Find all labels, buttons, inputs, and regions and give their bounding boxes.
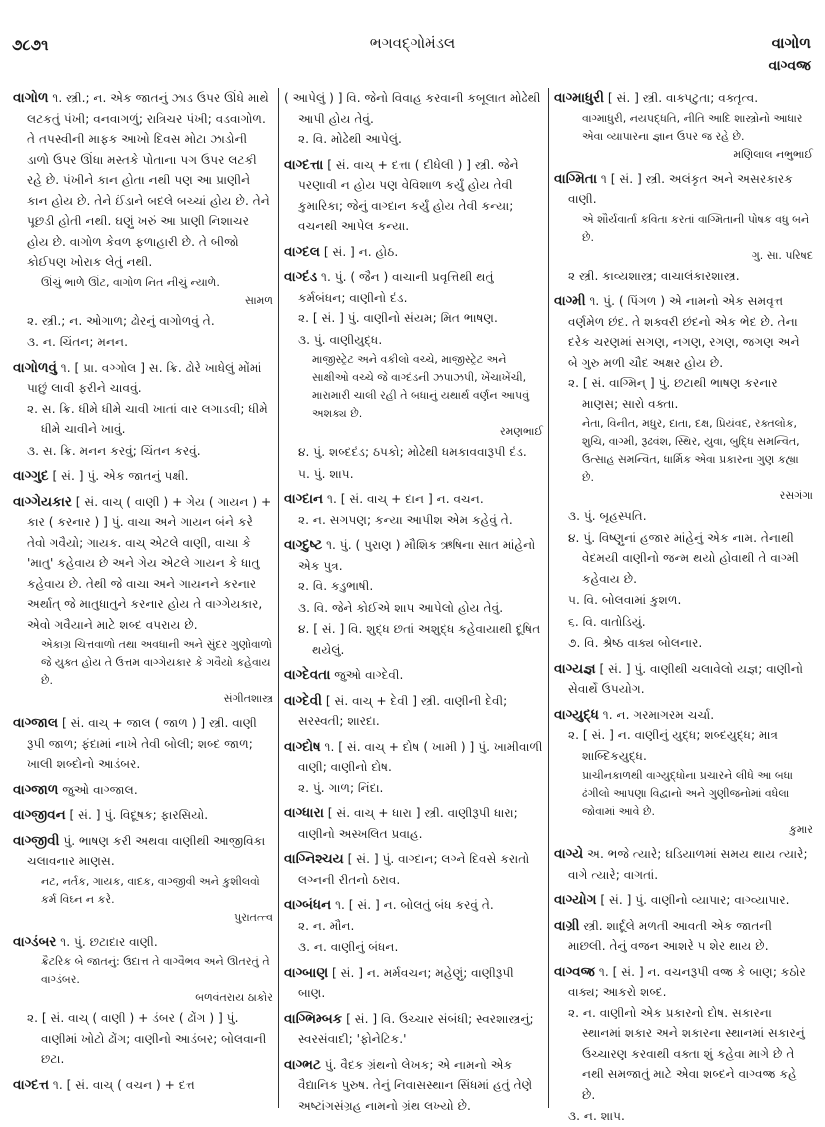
headword: વાગ્ભિમ્બક: [284, 1010, 343, 1027]
citation-quote: [27, 636, 273, 708]
definition-text: [ સં. વાચ્ + જાલ ( જાળ ) ] સ્ત્રી. વાણી રૂપી જાળ; ફંદામાં નાખે તેવી બોલી; શબ્દ જાળ; ખાલી શબ્દોનો આડંબર.: [27, 716, 257, 771]
citation-quote: [568, 767, 813, 839]
dictionary-entry: [554, 169, 813, 287]
dictionary-entry: [13, 780, 273, 801]
sense-definition: ૨. [ સં. ] પું. વાણીનો સંયમ; મિત ભાષણ.: [298, 311, 498, 325]
quote-text: એકાગ્ર ચિત્તવાળો તથા અવધાની અને સુંદર ગુણોવાળો જે યુક્ત હોય તે ઉત્તમ વાગ્ગેયકાર કે ગવૈયો કહેવાય છે.: [41, 638, 272, 687]
citation-quote: [27, 873, 273, 927]
sense-definition: ૨. [ સં. વાચ્ ( વાણી ) + ડંબર ( ઢોંગ ) ] પું. વાણીમાં ખોટો ઢોંગ; વાણીનો આડંબર; બોલવાની છટા.: [27, 1011, 267, 1066]
quote-source: કુમાર: [789, 823, 813, 836]
sense-definition: ૪. [ સં. ] વિ. શુદ્ધ છતાં અશુદ્ધ કહેવાયાથી દૂષિત થયેલું.: [298, 622, 541, 657]
quote-text: નટ, નર્તક, ગાયક, વાદક, વાગ્જીવી અને કુશીલવો કર્મ વિઘ્ન ન કરે.: [41, 874, 260, 906]
headword: વાગ્યજ્ઞ: [554, 660, 596, 677]
dictionary-entry: [284, 963, 543, 1004]
headword: વાગ્જીવી: [13, 832, 60, 849]
definition-text: [ સં. ] ન. હોઠ.: [323, 244, 399, 259]
headword: વાગ્રી: [554, 917, 580, 934]
dictionary-entry: [554, 844, 813, 885]
dictionary-entry: [13, 88, 273, 353]
headword: વાગ્ડંબર: [13, 933, 57, 950]
definition-text: [ સં. ] પું. એક જાતનું પક્ષી.: [52, 469, 189, 483]
definition-text: [ સં. ] પું. વાગ્દાન; લગ્ને દિવસે કરાતો લગ્નની રીતનો ઠરાવ.: [298, 852, 530, 887]
definition-text: ૧. પું. છટાદાર વાણી.: [60, 934, 158, 949]
dictionary-columns: [8, 88, 820, 1123]
citation-quote: [568, 211, 813, 265]
sense-definition: ૬. વિ. વાતોડિયું.: [568, 614, 646, 629]
definition-text: ૧. પું. ( જૈન ) વાચાની પ્રવૃત્તિથી થતું કર્મબંધન; વાણીનો દંડ.: [298, 270, 494, 305]
headword: વાગ્દોષ: [284, 738, 321, 755]
headword: વાગ્દત્તા: [284, 156, 324, 173]
column-2: [278, 88, 548, 1113]
dictionary-entry: [284, 489, 543, 530]
sense-definition: ૩. પું. વાણીયુદ્ધ.: [298, 332, 383, 347]
definition-text: જુઓ વાગ્દેવી.: [334, 668, 404, 682]
headword: વાગ્ગુદ: [13, 468, 49, 484]
definition-text: [ સં. ] વિ. ઉચ્ચાર સંબંધી; સ્વરશાસ્ત્રનું; સ્વરસંવાદી; 'ફોનેટિક.': [298, 1011, 534, 1046]
definition-text: ૧. [ સં. ] ન. બોલતું બંધ કરવું તે.: [335, 898, 494, 912]
dictionary-entry: [284, 242, 543, 263]
headword: વાગ્ધારા: [284, 805, 324, 821]
headword: વાગ્જાળ: [13, 781, 59, 798]
sense-definition: ૨. વિ. કડુભાષી.: [298, 579, 374, 593]
headword: વાગ્જીવન: [13, 807, 66, 823]
sense-definition: ૩. ન. શાપ.: [568, 1109, 625, 1123]
headword: વાગ્યોગ: [554, 892, 597, 908]
headword: વાગ્વજ્ર: [554, 963, 595, 980]
headword: વાગ્દલ: [284, 243, 320, 260]
sense-definition: ૨. વિ. મોઢેથી આપેલું.: [298, 132, 402, 146]
definition-text: ૧. [ સં. વાચ્ ( વચન ) + દત્ત: [52, 1077, 195, 1092]
sense-definition: ૩. ન. વાણીનું બંધન.: [298, 940, 399, 954]
quote-source: સંગીતશાસ્ત્ર: [223, 692, 273, 705]
definition-text: પું. વૈદક ગ્રંથનો લેખક; એ નામનો એક વૈદ્યાનિક પુરુષ. તેનું નિવાસસ્થાન સિંધમાં હતું તેણે અષ્ટાંગસંગ્રહ નામનો ગ્રંથ લખ્યો છે.: [298, 1057, 533, 1113]
definition-text: પું. ભાષણ કરી અથવા વાણીથી આજીવિકા ચલાવનાર માણસ.: [27, 833, 266, 868]
headword: વાગ્જાલ: [13, 715, 59, 731]
quote-text: નેતા, વિનીત, મધુર, દાતા, દક્ષ, પ્રિયંવદ, રક્તલોક, શુચિ, વાગ્મી, રૂઢવંશ, સ્થિર, યુવા, બુદ્ધિ સમન્વિત, ઉત્સાહ સમન્વિત, ધાર્મિક એવા પ્રકારના ગુણ કહ્યા છે.: [582, 417, 800, 484]
sense-definition: ૨ સ્ત્રી. કાવ્યશાસ્ત્ર; વાચાલંકારશાસ્ત્ર.: [568, 268, 740, 283]
definition-text: ૧. સ્ત્રી.; ન. એક જાતનું ઝાડ ઉપર ઊંધે માથે લટકતું પંખી; વનવાગળું; રાત્રિચર પંખી; વડવાગોળ. તે તપસ્વીની માફક આખો દિવસ મોટા ઝાડોની ડાળો ઉપર ઊંધા મસ્તકે પોતાના પગ ઉપર લટકી રહે છે. પંખીને કાન હોતા નથી પણ આ પ્રાણીને કાન હોય છે. તેને ઈંડાને બદલે બચ્ચાં હોય છે. તેને પૂછડી હોતી નથી. ઘણું ખરું આ પ્રાણી નિશાચર હોય છે. વાગોળ કેવળ ફળાહારી છે. તે બીજો કોઈપણ ખોરાક લેતું નથી.: [27, 91, 270, 269]
citation-quote: [568, 415, 813, 505]
dictionary-entry: [13, 805, 273, 826]
headword: વાગ્નિશ્ચય: [284, 851, 344, 867]
headword: વાગ્દાન: [284, 491, 324, 507]
dictionary-entry: [284, 1009, 543, 1050]
sense-definition: ૪. પું. શબ્દદંડ; ઠપકો; મોઢેથી ધમકાવવારૂપી દંડ.: [298, 445, 527, 459]
headword: વાગ્બંધન: [284, 897, 332, 913]
citation-quote: [27, 274, 273, 310]
quote-source: બળવંતરાય ઠાકોર: [195, 991, 273, 1004]
column-1: [8, 88, 278, 1108]
definition-text: [ સં. વાચ્ + ધારા ] સ્ત્રી. વાણીરૂપી ધારા; વાણીનો અસ્ખલિત પ્રવાહ.: [298, 806, 518, 841]
headword: વાગ્દંડ: [284, 269, 318, 285]
dictionary-entry: [554, 890, 813, 911]
dictionary-entry: [13, 466, 273, 487]
quote-source: પુરાતત્ત્વ: [234, 910, 273, 924]
headword: વાગ્દુષ્ટ: [284, 537, 323, 553]
book-title: ભગવદ્ગોમંડલ: [369, 34, 456, 52]
quote-text: માજીસ્ટ્રેટ અને વકીલો વચ્ચે, માજીસ્ટ્રેટ અને સાક્ષીઓ વચ્ચે જે વાગ્દંડની ઝપાઝપી, ખેંચાખેંચી, મારામારી ચાલી રહી તે બધાનું યથાર્થ વર્ણન આપવું અશક્ય છે.: [312, 353, 530, 420]
dictionary-entry: [554, 291, 813, 654]
dictionary-entry: [554, 659, 813, 700]
dictionary-entry: [13, 831, 273, 927]
definition-text: [ સં. ] સ્ત્રી. વાક્પટુતા; વક્તૃત્વ.: [607, 91, 759, 105]
headword: વાગ્મી: [554, 293, 586, 309]
dictionary-entry: [13, 932, 273, 1070]
dictionary-entry: [284, 665, 543, 686]
headword: વાગ્દત્ત: [13, 1076, 50, 1093]
sense-definition: ૪. પું. વિષ્ણુનાં હજાર માંહેનું એક નામ. તેનાથી વેદમયી વાણીનો જન્મ થયો હોવાથી તે વાગ્મી કહેવાય છે.: [568, 530, 799, 586]
guide-word-last: વાગ્વજ્ર: [768, 58, 811, 74]
definition-text: ૧. [ સં. ] ન. વચનરૂપી વજ્ર કે બાણ; કઠોર વાક્ય; આકરો શબ્દ.: [568, 964, 806, 999]
definition-text: અ. ભજે ત્યારે; ઘડિયાળમાં સમય થાય ત્યારે; વાગે ત્યારે; વાગતાં.: [568, 847, 808, 882]
definition-text: [ સં. ] પું. વાણીનો વ્યાપાર; વાગ્વ્યાપાર.: [600, 893, 790, 907]
definition-text: ૧. [ પ્રા. વગ્ગોલ ] સ. ક્રિ. ઢોરે ખાધેલું મોંમાં પાછું લાવી ફરીને ચાવવું.: [27, 360, 262, 395]
column-3: [548, 88, 818, 1123]
citation-quote: [298, 351, 543, 441]
definition-text: ૧. [ સં. વાચ્ + દાન ] ન. વચન.: [326, 492, 484, 506]
dictionary-entry: [284, 895, 543, 958]
sense-definition: ૨. સ. ક્રિ. ધીમે ધીમે ચાવી ખાતાં વાર લગાડવી; ધીમે ધીમે ચાવીને ખાવું.: [27, 401, 268, 436]
quote-source: ગુ. સા. પરિષદ: [751, 248, 813, 262]
dictionary-entry: [284, 849, 543, 890]
quote-source: રમણભાઈ: [499, 425, 543, 438]
headword: વાગ્માધુરી: [554, 90, 604, 106]
sense-definition: ૭. વિ. શ્રેષ્ઠ વાક્ય બોલનાર.: [568, 636, 703, 650]
dictionary-entry: [284, 691, 543, 732]
sense-definition: ૩. વિ. જેને કોઈએ શાપ આપેલો હોય તેવું.: [298, 600, 504, 615]
definition-text: ૧. પું. ( પિંગળ ) એ નામનો એક સમવૃત્ત વર્ણમેળ છંદ. તે શક્વરી છંદનો એક ભેદ છે. તેના દરેક ચરણમાં સગણ, નગણ, રગણ, જગણ અને બે ગુરુ મળી ચૌદ અક્ષર હોય છે.: [568, 294, 800, 370]
definition-text: ( આપેલું ) ] વિ. જેનો વિવાહ કરવાની કબૂલાત મોઢેથી આપી હોય તેવું.: [284, 91, 541, 126]
definition-text: [ સં. ] પું. વિદૂષક; ફારસિયો.: [69, 808, 209, 822]
headword: વાગ્દેવતા: [284, 667, 331, 683]
quote-text: ઊંચું ભાળે ઊંટ, વાગોળ નિત નીચું ન્યાળે.: [41, 275, 220, 289]
sense-definition: ૩. પું. બૃહસ્પતિ.: [568, 509, 647, 523]
dictionary-entry: [554, 962, 813, 1127]
headword: વાગ્ભટ: [284, 1056, 321, 1073]
quote-text: વાગ્માધુરી, નયપદ્ધતિ, નીતિ આદિ શાસ્ત્રોનો આધાર એવા વ્યાપારના જ્ઞાન ઉપર જ રહે છે.: [582, 111, 803, 143]
page-header: [0, 28, 825, 78]
sense-definition: ૨. ન. વાણીનો એક પ્રકારનો દોષ. સકારના સ્થાનમાં શકાર અને શકારના સ્થાનમાં સકારનું ઉચ્ચારણ કરવાથી વક્તા શું કહેવા માગે છે તે નથી સમજાતું માટે એવા શબ્દને વાગ્વજ્ર કહે છે.: [568, 1005, 805, 1102]
definition-text: ૧. ન. ગરમાગરમ ચર્ચા.: [602, 707, 715, 722]
citation-quote: [568, 110, 813, 164]
headword: વાગ્યે: [554, 846, 584, 862]
dictionary-entry: [284, 535, 543, 660]
dictionary-entry: [13, 358, 273, 462]
quote-text: પ્રાચીનકાળથી વાગ્યુદ્ધોના પ્રચારને લીધે આ બધા ઢંગીલો આપણા વિદ્વાનો અને ગુણીજનોમાં વધેલા જોવામાં આવે છે.: [582, 769, 793, 818]
quote-text: એ શૌર્યવાર્તા કવિતા કરતાં વાગ્મિતાની પોષક વધુ બને છે.: [582, 212, 810, 244]
definition-text: [ સં. ] ન. મર્મવચન; મહેણું; વાણીરૂપી બાણ.: [298, 965, 514, 1000]
dictionary-entry: [554, 916, 813, 957]
sense-definition: ૨. [ સં. ] ન. વાણીનું યુદ્ધ; શબ્દયુદ્ધ; માત્ર શાબ્દિકયુદ્ધ.: [568, 728, 779, 763]
definition-text: જુઓ વાગ્જાલ.: [62, 782, 138, 797]
sense-definition: ૨. પું. ગાળ; નિંદા.: [298, 780, 384, 795]
headword: વાગોળ: [13, 90, 49, 106]
page-number: ૭૮૭૧: [12, 36, 49, 54]
dictionary-entry: [13, 492, 273, 709]
quote-source: રસગંગા: [779, 489, 813, 502]
quote-text: ક્રૈટરિક બે જાતનું: ઉદાત્ત તે વાગ્વૈભવ અને ઊતરતું તે વાગ્ડંબર.: [41, 955, 270, 986]
dictionary-entry: [284, 155, 543, 237]
sense-definition: ૨. ન. સગપણ; કન્યા આપીશ એમ કહેવું તે.: [298, 512, 513, 527]
dictionary-entry: [554, 705, 813, 840]
dictionary-entry: [284, 88, 543, 150]
sense-definition: ૨. ન. મૌન.: [298, 918, 355, 933]
headword: વાગ્ગેયકાર: [13, 493, 72, 510]
headword: વાગ્બાણ: [284, 964, 329, 981]
sense-definition: ૨. સ્ત્રી.; ન. ઓગાળ; ઢોરનું વાગોળવું તે.: [27, 313, 215, 328]
definition-text: ૧. [ સં. વાચ્ + દોષ ( ખામી ) ] પું. ખામીવાળી વાણી; વાણીનો દોષ.: [298, 739, 543, 774]
headword: વાગ્યુદ્ધ: [554, 706, 599, 723]
quote-source: મણિલાલ નભુભાઈ: [733, 147, 813, 161]
dictionary-entry: [284, 737, 543, 799]
definition-text: [ સં. વાચ્ + દેવી ] સ્ત્રી. વાણીની દેવી; સરસ્વતી; શારદા.: [298, 693, 508, 728]
headword: વાગ્મિતા: [554, 170, 598, 187]
guide-word-first: વાગોળ: [771, 34, 811, 52]
dictionary-entry: [13, 713, 273, 775]
definition-text: [ સં. વાચ્ ( વાણી ) + ગેય ( ગાયન ) + કાર ( કરનાર ) ] પું. વાચા અને ગાયન બંને કરે તેવો ગવૈયો; ગાયક. વાચ્ એટલે વાણી, વાચા કે 'માતુ' કહેવાય છે અને ગેય એટલે ગાયન કે ધાતુ કહેવાય છે. તેથી જે વાચા અને ગાયનને કરનાર અર્થાત્ જે માતુધાતુને કરનાર હોય તે વાગ્ગેયકાર, એવો ગવૈયાને માટે શબ્દ વપરાય છે.: [27, 494, 272, 632]
headword: વાગ્દેવી: [284, 692, 323, 709]
quote-source: સામળ: [245, 293, 273, 307]
sense-definition: ૩. સ. ક્રિ. મનન કરવું; ચિંતન કરવું.: [27, 443, 201, 458]
sense-definition: ૫. પું. શાપ.: [298, 466, 354, 481]
definition-text: [ સં. વાચ્ + દત્તા ( દીધેલી ) ] સ્ત્રી. જેને પરણાવી ન હોય પણ વેવિશાળ કર્યું હોય તેવી કુમારિકા; જેનું વાગ્દાન કર્યું હોય તેવી કન્યા; વચનથી આપેલ કન્યા.: [298, 157, 519, 233]
dictionary-entry: [284, 1055, 543, 1117]
citation-quote: [27, 953, 273, 1007]
sense-definition: ૫. વિ. બોલવામાં કુશળ.: [568, 593, 682, 607]
dictionary-entry: [554, 88, 813, 164]
sense-definition: ૩. ન. ચિંતન; મનન.: [27, 335, 128, 349]
dictionary-entry: [13, 1075, 273, 1096]
definition-text: [ સં. ] પું. વાણીથી ચલાવેલો યજ્ઞ; વાણીનો સેવાર્થે ઉપયોગ.: [568, 661, 804, 696]
definition-text: ૧. પું. ( પુરાણ ) મૌશિક ઋષિના સાત માંહેનો એક પુત્ર.: [298, 538, 536, 573]
headword: વાગોળવું: [13, 359, 57, 376]
dictionary-entry: [284, 803, 543, 844]
definition-text: સ્ત્રી. શાર્દૂલે મળતી આવતી એક જાતની માછલી. તેનું વજન આશરે ૫ શેર થાય છે.: [568, 918, 772, 953]
definition-text: ૧ [ સં. ] સ્ત્રી. અલંકૃત અને અસરકારક વાણી.: [568, 171, 793, 206]
sense-definition: ૨. [ સં. વાગ્મિન્ ] પું. છટાથી ભાષણ કરનાર માણસ; સારો વક્તા.: [568, 376, 778, 411]
dictionary-entry: [284, 267, 543, 484]
